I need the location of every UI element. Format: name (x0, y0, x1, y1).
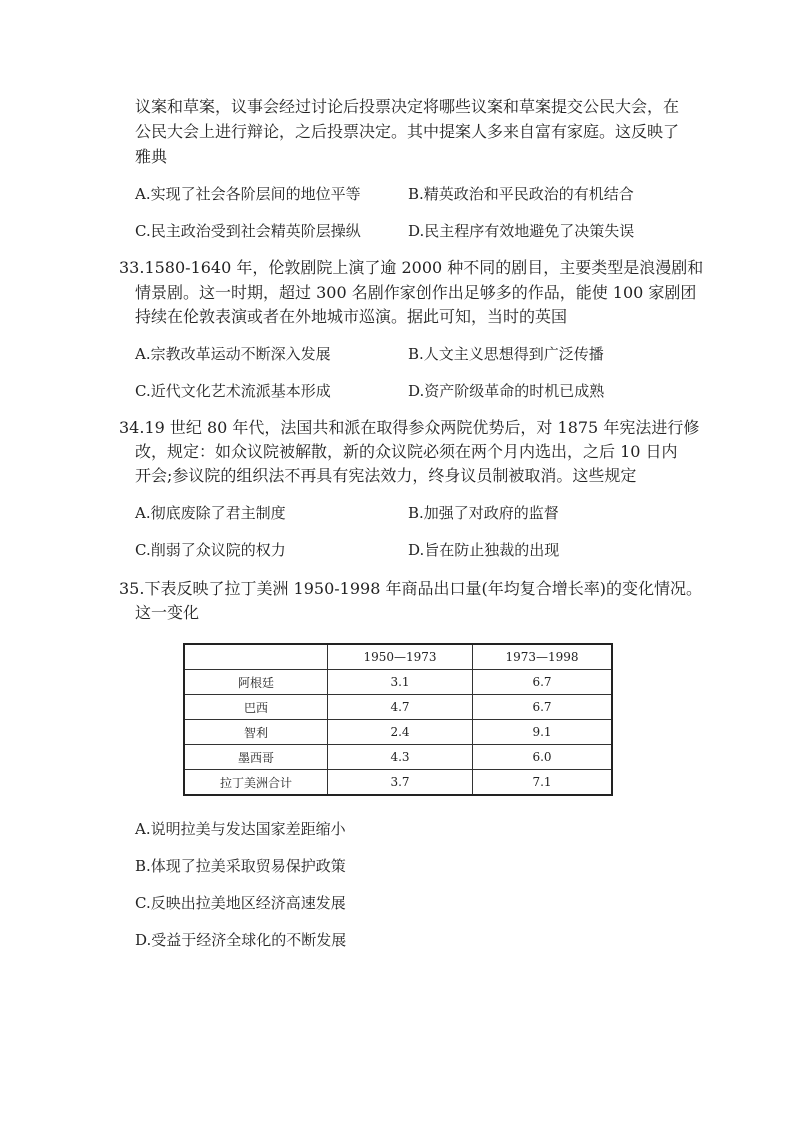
table-cell: 6.7 (473, 670, 613, 695)
q34-option-a: A.彻底废除了君主制度 (135, 504, 286, 522)
q34-option-c: C.削弱了众议院的权力 (135, 541, 286, 559)
table-cell: 3.1 (328, 670, 473, 695)
q33-stem-line-1: 33.1580-1640 年，伦敦剧院上演了逾 2000 种不同的剧目，主要类型是浪漫剧和 (119, 258, 704, 277)
table-row (184, 745, 612, 770)
q35-stem-line-1: 35.下表反映了拉丁美洲 1950-1998 年商品出口量(年均复合增长率)的变化情况。 (119, 579, 702, 598)
table-cell: 6.7 (473, 695, 613, 720)
table-row (184, 720, 612, 745)
table-header-row (184, 644, 612, 670)
q34-option-d: D.旨在防止独裁的出现 (408, 541, 560, 559)
q34-stem-line-2: 改，规定：如众议院被解散，新的众议院必须在两个月内选出，之后 10 日内 (135, 442, 678, 461)
table-cell: 4.7 (328, 695, 473, 720)
table-row (184, 770, 612, 796)
table-cell: 智利 (184, 720, 328, 745)
q34-stem-line-3: 开会;参议院的组织法不再具有宪法效力，终身议员制被取消。这些规定 (135, 466, 637, 485)
export-growth-table (183, 643, 613, 796)
q34-stem-line-1: 34.19 世纪 80 年代，法国共和派在取得参众两院优势后，对 1875 年宪法进行修 (119, 418, 700, 437)
table-row (184, 695, 612, 720)
table-cell: 阿根廷 (184, 670, 328, 695)
q32-option-c: C.民主政治受到社会精英阶层操纵 (135, 222, 361, 240)
table-row (184, 670, 612, 695)
table-header-cell: 1950—1973 (328, 644, 473, 670)
q32-option-a: A.实现了社会各阶层间的地位平等 (135, 185, 361, 203)
q33-option-b: B.人文主义思想得到广泛传播 (408, 345, 604, 363)
table-cell: 6.0 (473, 745, 613, 770)
q35-option-a: A.说明拉美与发达国家差距缩小 (135, 820, 346, 838)
table-cell: 3.7 (328, 770, 473, 796)
q35-option-c: C.反映出拉美地区经济高速发展 (135, 894, 346, 912)
q32-option-b: B.精英政治和平民政治的有机结合 (408, 185, 634, 203)
q33-option-a: A.宗教改革运动不断深入发展 (135, 345, 331, 363)
q33-stem-line-3: 持续在伦敦表演或者在外地城市巡演。据此可知，当时的英国 (135, 307, 568, 326)
q33-option-d: D.资产阶级革命的时机已成熟 (408, 382, 605, 400)
q32-stem-line-2: 公民大会上进行辩论，之后投票决定。其中提案人多来自富有家庭。这反映了 (135, 122, 680, 141)
q32-stem-line-1: 议案和草案，议事会经过讨论后投票决定将哪些议案和草案提交公民大会，在 (135, 97, 680, 116)
table-cell: 墨西哥 (184, 745, 328, 770)
table-cell: 4.3 (328, 745, 473, 770)
table-cell: 9.1 (473, 720, 613, 745)
q35-option-d: D.受益于经济全球化的不断发展 (135, 931, 347, 949)
table-cell: 巴西 (184, 695, 328, 720)
q35-stem-line-2: 这一变化 (135, 603, 200, 622)
q34-option-b: B.加强了对政府的监督 (408, 504, 559, 522)
table-header-cell (184, 644, 328, 670)
table-cell: 拉丁美洲合计 (184, 770, 328, 796)
table-cell: 2.4 (328, 720, 473, 745)
table-header-cell: 1973—1998 (473, 644, 613, 670)
q32-option-d: D.民主程序有效地避免了决策失误 (408, 222, 635, 240)
q33-option-c: C.近代文化艺术流派基本形成 (135, 382, 331, 400)
q32-stem-line-3: 雅典 (135, 147, 168, 166)
q35-option-b: B.体现了拉美采取贸易保护政策 (135, 857, 346, 875)
q33-stem-line-2: 情景剧。这一时期，超过 300 名剧作家创作出足够多的作品，能使 100 家剧团 (135, 283, 697, 302)
table-cell: 7.1 (473, 770, 613, 796)
